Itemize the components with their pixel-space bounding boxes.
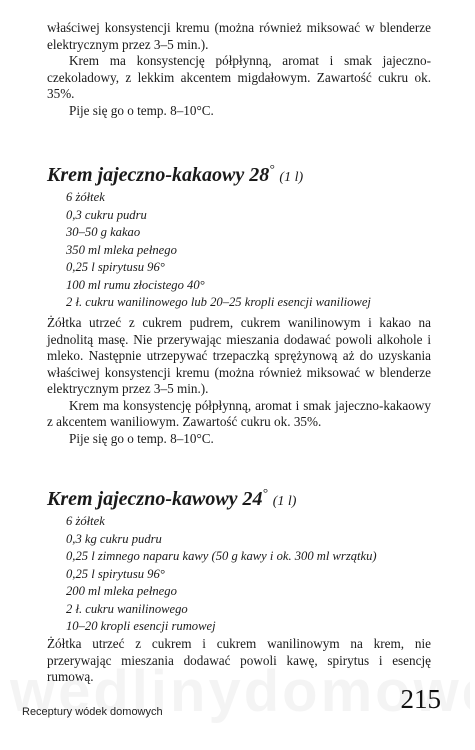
ingredient-list-coffee xyxy=(66,513,377,636)
ingredient-item: 0,25 l spirytusu 96° xyxy=(66,260,165,274)
ingredient-item: 10–20 kropli esencji rumowej xyxy=(66,619,216,633)
intro-paragraph-serving: Pije się go o temp. 8–10°C. xyxy=(69,102,214,118)
ingredient-item: 350 ml mleka pełnego xyxy=(66,242,177,257)
running-footer-book-title: Receptury wódek domowych xyxy=(22,706,163,718)
method-paragraph: Żółtka utrzeć z cukrem pudrem, cukrem wanilinowym i kakao na jednolitą masę. Nie przerywając mieszania dodawać powoli alkohole i mleko. Następnie utrzepywać trzepaczką sprężynową aż do uzyskania właściwej konsystencji kremu (można również miksować w blenderze elektrycznym przez 3–5 min.). xyxy=(47,315,431,396)
ingredient-item: 0,3 kg cukru pudru xyxy=(66,531,162,546)
recipe-title-cocoa xyxy=(47,157,303,190)
ingredient-item: 0,25 l zimnego naparu kawy (50 g kawy i ok. 300 ml wrzątku) xyxy=(66,549,377,563)
intro-paragraph-description: Krem ma konsystencję półpłynną, aromat i smak jajeczno-czekoladowy, z lekkim akcentem migdałowym. Zawartość cukru ok. 35%. xyxy=(47,53,431,101)
degree-symbol: ° xyxy=(262,485,268,500)
recipe-name: Krem jajeczno-kakaowy 28 xyxy=(47,164,270,186)
description-paragraph: Krem ma konsystencję półpłynną, aromat i smak jajeczno-kakaowy z akcentem waniliowym. Zawartość cukru ok. 35%. xyxy=(47,397,431,429)
ingredient-item: 200 ml mleka pełnego xyxy=(66,584,177,598)
page-number: 215 xyxy=(400,684,441,714)
ingredient-list-cocoa xyxy=(66,189,371,312)
recipe-name: Krem jajeczno-kawowy 24 xyxy=(47,488,263,510)
ingredient-item: 30–50 g kakao xyxy=(66,225,141,239)
recipe-method-cocoa xyxy=(47,315,431,447)
intro-text xyxy=(47,20,431,119)
ingredient-item: 2 ł. cukru wanilinowego xyxy=(66,601,188,616)
serving-paragraph: Pije się go o temp. 8–10°C. xyxy=(69,430,214,446)
ingredient-item: 0,3 cukru pudru xyxy=(66,207,147,222)
ingredient-item: 6 żółtek xyxy=(66,514,105,528)
recipe-title-coffee xyxy=(47,481,296,514)
degree-symbol: ° xyxy=(269,161,275,176)
recipe-volume: (1 l) xyxy=(279,170,304,185)
ingredient-item: 2 ł. cukru wanilinowego lub 20–25 kropli esencji waniliowej xyxy=(66,295,371,309)
method-paragraph: Żółtka utrzeć z cukrem i cukrem wanilinowym na krem, nie przerywając mieszania dodawać powoli kawę, spirytus i esencję rumową. xyxy=(47,636,431,684)
ingredient-item: 100 ml rumu złocistego 40° xyxy=(66,277,205,292)
ingredient-item: 0,25 l spirytusu 96° xyxy=(66,566,165,581)
intro-paragraph-continuation: właściwej konsystencji kremu (można również miksować w blenderze elektrycznym przez 3–5 min.). xyxy=(47,20,431,52)
ingredient-item: 6 żółtek xyxy=(66,190,105,204)
recipe-volume: (1 l) xyxy=(272,494,297,509)
